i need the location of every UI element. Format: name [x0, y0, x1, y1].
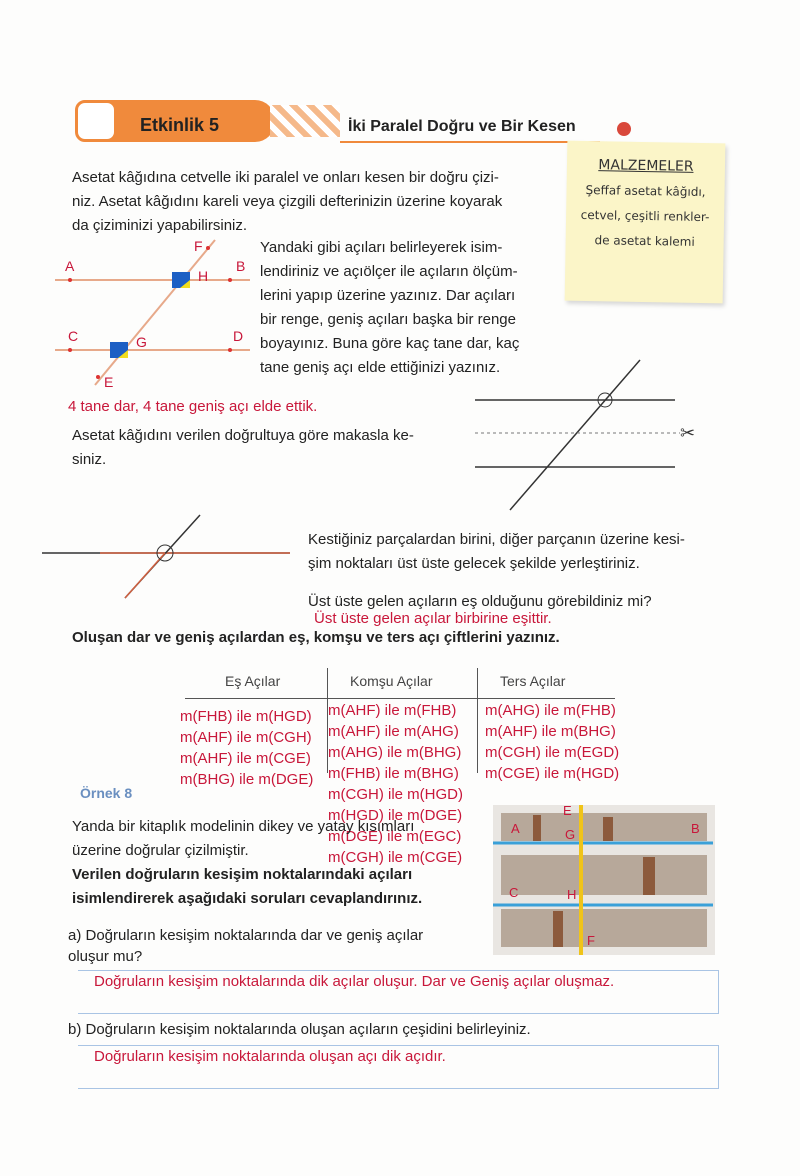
- parallel-lines-diagram: [50, 235, 260, 395]
- overlay-diagram: [40, 510, 300, 600]
- svg-text:G: G: [565, 827, 576, 842]
- ters-pair: m(CGE) ile m(HGD): [485, 765, 620, 782]
- question-a-line: oluşur mu?: [68, 948, 143, 965]
- cut-instruction: [72, 424, 414, 472]
- materials-note: [565, 141, 726, 304]
- intro-line: niz. Asetat kâğıdını kareli veya çizgili defterinizin üzerine koyarak: [72, 193, 503, 210]
- svg-text:C: C: [509, 885, 519, 900]
- instruction-line: lerini yapıp üzerine yazınız. Dar açıları: [260, 287, 516, 304]
- activity-label: Etkinlik 5: [140, 115, 220, 135]
- example-line: Yanda bir kitaplık modelinin dikey ve yatay kısımları: [72, 818, 415, 835]
- instruction-line: lendiriniz ve açıölçer ile açıların ölçüm-: [260, 263, 518, 280]
- scissors-icon: ✂: [680, 423, 696, 443]
- materials-line: cetvel, çeşitli renkler-: [580, 207, 710, 225]
- page-title: İki Paralel Doğru ve Bir Kesen: [348, 118, 576, 135]
- es-pair: m(FHB) ile m(HGD): [180, 708, 312, 725]
- example-bold-line: isimlendirerek aşağıdaki soruları cevaplandırınız.: [72, 890, 423, 907]
- example-label: Örnek 8: [80, 785, 133, 801]
- komsu-pair: m(DGE) ile m(EGC): [328, 828, 462, 845]
- question-b: b) Doğruların kesişim noktalarında oluşan açıların çeşidini belirleyiniz.: [68, 1021, 531, 1038]
- overlay-line: Kestiğiniz parçalardan birini, diğer parçanın üzerine kesi-: [308, 531, 685, 548]
- es-pair: m(AHF) ile m(CGH): [180, 729, 312, 746]
- es-pair: m(AHF) ile m(CGE): [180, 750, 311, 767]
- cut-diagram: [470, 355, 710, 515]
- answer-b: Doğruların kesişim noktalarında oluşan açı dik açıdır.: [94, 1048, 446, 1065]
- komsu-pair: m(CGH) ile m(HGD): [328, 786, 463, 803]
- materials-title: MALZEMELER: [598, 157, 694, 175]
- title-underline: [340, 141, 600, 143]
- instruction-line: Yandaki gibi açıları belirleyerek isim-: [260, 239, 503, 256]
- answer-b-box: [78, 1045, 719, 1089]
- header-komsu: Komşu Açılar: [350, 673, 433, 689]
- example-bold-line: Verilen doğruların kesişim noktalarındaki açıları: [72, 866, 413, 883]
- answer-a-box: [78, 970, 719, 1014]
- svg-text:A: A: [511, 821, 520, 836]
- header-es: Eş Açılar: [225, 673, 281, 689]
- komsu-pair: m(AHF) ile m(FHB): [328, 702, 457, 719]
- intro-line: Asetat kâğıdına cetvelle iki paralel ve onları kesen bir doğru çizi-: [72, 169, 499, 186]
- label-D: D: [233, 328, 244, 344]
- komsu-pair: m(CGH) ile m(CGE): [328, 849, 463, 866]
- activity-icon: [75, 100, 117, 142]
- komsu-pair: m(AHG) ile m(BHG): [328, 744, 462, 761]
- instruction-line: tane geniş açı elde ettiğinizi yazınız.: [260, 359, 501, 376]
- example-text: [72, 815, 422, 911]
- es-pair: m(BHG) ile m(DGE): [180, 771, 314, 788]
- label-F: F: [194, 238, 203, 254]
- instruction-line: boyayınız. Buna göre kaç tane dar, kaç: [260, 335, 520, 352]
- pairs-prompt: Oluşan dar ve geniş açılardan eş, komşu ve ters açı çiftlerini yazınız.: [72, 629, 560, 646]
- overlay-instruction: [308, 528, 685, 576]
- instruction-line: bir renge, geniş açıları başka bir renge: [260, 311, 516, 328]
- pin-icon: [617, 122, 631, 136]
- header-ters: Ters Açılar: [500, 673, 566, 689]
- answer-equal-angles: Üst üste gelen açılar birbirine eşittir.: [314, 610, 552, 627]
- komsu-pair: m(FHB) ile m(BHG): [328, 765, 459, 782]
- svg-text:B: B: [691, 821, 700, 836]
- label-G: G: [136, 334, 147, 350]
- materials-line: Şeffaf asetat kâğıdı,: [585, 182, 706, 200]
- intro-text: [72, 166, 502, 238]
- materials-line: de asetat kalemi: [594, 233, 695, 249]
- komsu-pair: m(HGD) ile m(DGE): [328, 807, 463, 824]
- komsu-pair: m(AHF) ile m(AHG): [328, 723, 459, 740]
- label-H: H: [198, 268, 209, 284]
- ters-pair: m(CGH) ile m(EGD): [485, 744, 620, 761]
- question-a-line: a) Doğruların kesişim noktalarında dar ve geniş açılar: [68, 927, 424, 944]
- ters-pair: m(AHF) ile m(BHG): [485, 723, 616, 740]
- cut-line: siniz.: [72, 451, 107, 468]
- label-E: E: [104, 374, 114, 390]
- intro-line: da çiziminizi yapabilirsiniz.: [72, 217, 248, 234]
- example-line: üzerine doğrular çizilmiştir.: [72, 842, 249, 859]
- bookshelf-image: [493, 805, 715, 955]
- decorative-pattern: [270, 105, 340, 137]
- overlay-line: şim noktaları üst üste gelecek şekilde yerleştiriniz.: [308, 555, 640, 572]
- question-equal-angles: Üst üste gelen açıların eş olduğunu görebildiniz mi?: [308, 593, 652, 610]
- question-a: [68, 924, 423, 966]
- answer-a: Doğruların kesişim noktalarında dik açılar oluşur. Dar ve Geniş açılar oluşmaz.: [94, 973, 615, 990]
- svg-text:H: H: [567, 887, 577, 902]
- svg-text:E: E: [563, 805, 572, 818]
- cut-line: Asetat kâğıdını verilen doğrultuya göre makasla ke-: [72, 427, 414, 444]
- label-A: A: [65, 258, 75, 274]
- svg-text:F: F: [587, 933, 595, 948]
- label-C: C: [68, 328, 79, 344]
- answer-acute-obtuse: 4 tane dar, 4 tane geniş açı elde ettik.: [68, 398, 318, 415]
- label-B: B: [236, 258, 246, 274]
- ters-pair: m(AHG) ile m(FHB): [485, 702, 616, 719]
